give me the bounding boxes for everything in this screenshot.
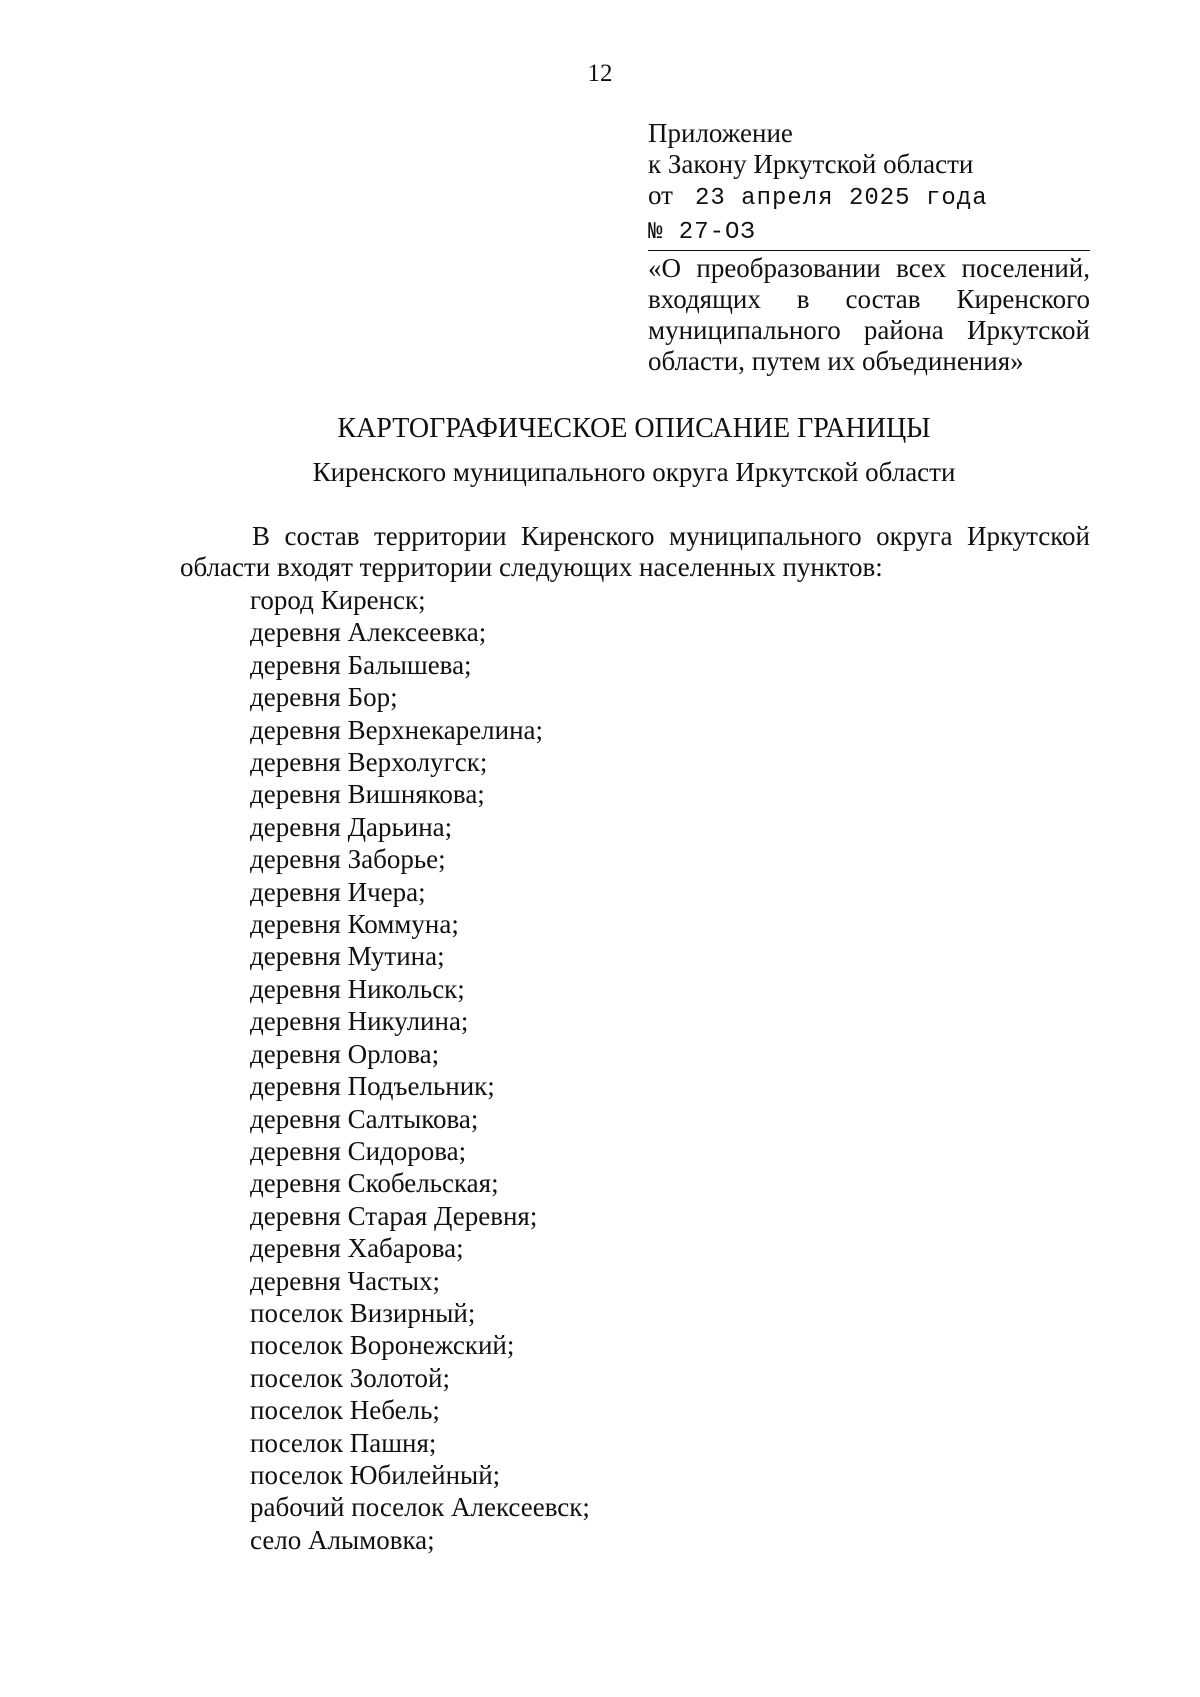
settlement-item: рабочий поселок Алексеевск; [250, 1492, 590, 1523]
settlement-item: поселок Визирный; [250, 1297, 476, 1328]
appendix-number-line [648, 214, 1090, 251]
settlement-item: поселок Пашня; [250, 1427, 437, 1458]
settlement-item: деревня Орлова; [250, 1038, 440, 1069]
settlement-item: город Киренск; [250, 585, 426, 615]
settlement-item: деревня Сидорова; [250, 1135, 467, 1166]
appendix-date-value: 23 апреля 2025 года [694, 185, 988, 212]
settlement-item: деревня Алексеевка; [250, 617, 487, 648]
settlement-item: село Алымовка; [250, 1524, 435, 1555]
appendix-date-line [648, 180, 1090, 214]
appendix-number: № 27-ОЗ [648, 219, 756, 246]
settlement-list [250, 584, 590, 1556]
intro-paragraph: В состав территории Киренского муниципального округа Иркутской области входят территории следующих населенных пунктов: [180, 521, 1090, 582]
page-number: 12 [587, 60, 613, 87]
settlement-item: деревня Частых; [250, 1265, 441, 1296]
settlement-item: поселок Золотой; [250, 1362, 450, 1393]
appendix-block [648, 118, 1090, 377]
settlement-item: деревня Балышева; [250, 649, 472, 680]
settlement-item: деревня Дарьина; [250, 811, 453, 842]
document-heading: КАРТОГРАФИЧЕСКОЕ ОПИСАНИЕ ГРАНИЦЫ [337, 413, 931, 444]
settlement-item: деревня Вишнякова; [250, 779, 485, 810]
settlement-item: деревня Никольск; [250, 973, 465, 1004]
settlement-item: деревня Коммуна; [250, 909, 459, 940]
settlement-item: деревня Старая Деревня; [250, 1200, 538, 1231]
appendix-law-reference: к Закону Иркутской области [648, 149, 974, 179]
settlement-item: поселок Небель; [250, 1395, 440, 1426]
appendix-date-label: от [648, 180, 673, 210]
settlement-item: деревня Заборье; [250, 844, 446, 875]
settlement-item: деревня Скобельская; [250, 1168, 499, 1199]
settlement-item: деревня Подъельник; [250, 1071, 495, 1102]
settlement-item: деревня Ичера; [250, 876, 426, 907]
appendix-title: Приложение [648, 118, 793, 148]
document-subheading: Киренского муниципального округа Иркутской области [312, 457, 956, 487]
appendix-law-title: «О преобразовании всех поселений, входящих в состав Киренского муниципального района Иркутской области, путем их объединения» [648, 253, 1090, 376]
settlement-item: деревня Верхнекарелина; [250, 714, 544, 745]
settlement-item: деревня Мутина; [250, 941, 445, 972]
settlement-item: деревня Верхолугск; [250, 747, 488, 778]
settlement-item: деревня Никулина; [250, 1006, 469, 1037]
settlement-item: поселок Воронежский; [250, 1330, 515, 1361]
settlement-item: деревня Салтыкова; [250, 1103, 479, 1134]
settlement-item: деревня Бор; [250, 682, 398, 713]
settlement-item: поселок Юбилейный; [250, 1459, 501, 1490]
settlement-item: деревня Хабарова; [250, 1233, 464, 1264]
